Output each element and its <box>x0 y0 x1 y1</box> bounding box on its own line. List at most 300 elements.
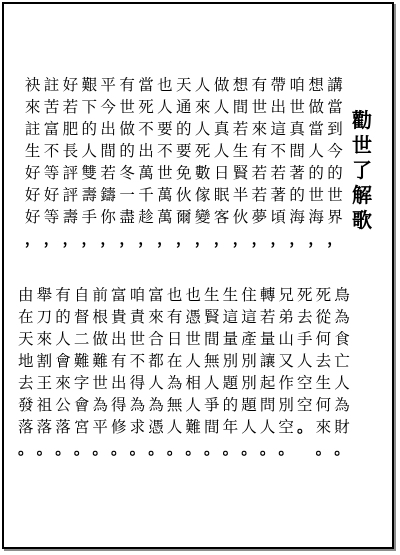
poem-char: 會 <box>73 396 90 414</box>
poem-column <box>212 74 232 250</box>
poem-char: 人 <box>185 396 201 414</box>
poem-char: 別 <box>241 374 257 392</box>
poem-char: 頃 <box>270 208 287 226</box>
poem-char: 住 <box>241 286 257 304</box>
poem-column <box>276 284 296 460</box>
poem-column <box>42 74 62 250</box>
poem-char: 有 <box>166 308 183 326</box>
poem-char: 伙 <box>232 208 249 226</box>
poem-char: 弟 <box>278 308 294 326</box>
poem-column <box>34 284 54 460</box>
poem-char: 量 <box>222 330 239 348</box>
poem-char: 割 <box>36 352 53 370</box>
poem-char: 帶 <box>270 76 287 94</box>
poem-char: 有 <box>119 76 135 94</box>
punctuation-mark: 。 <box>36 440 53 458</box>
poem-column <box>146 284 166 460</box>
poem-char: 爾 <box>176 208 192 226</box>
poem-char: 落 <box>55 418 71 436</box>
poem-char: 二 <box>73 330 90 348</box>
poem-char: 難 <box>73 352 90 370</box>
poem-char: 等 <box>43 164 60 182</box>
poem-char: 前 <box>92 286 108 304</box>
poem-char: 爭 <box>204 396 220 414</box>
poem-char: 的 <box>327 164 343 182</box>
poem-char: 世 <box>251 98 268 116</box>
poem-char: 壽 <box>81 186 98 204</box>
poem-column <box>287 74 307 250</box>
poem-char: 出 <box>138 142 154 160</box>
poem-char: 自 <box>73 286 90 304</box>
poem-column <box>332 284 352 460</box>
poem-char: 無 <box>204 352 220 370</box>
poem-column <box>16 284 36 460</box>
poem-char: 間 <box>204 418 220 436</box>
poem-char: 到 <box>327 120 343 138</box>
punctuation-mark: 。 <box>315 440 332 458</box>
poem-char: 的 <box>81 120 98 138</box>
poem-column <box>193 74 213 250</box>
poem-char: 講 <box>327 76 343 94</box>
poem-char: 生 <box>232 142 249 160</box>
punctuation-mark: 。 <box>18 440 34 458</box>
poem-char: 有 <box>251 142 268 160</box>
punctuation-mark: 。 <box>259 440 276 458</box>
poem-char: 的 <box>289 186 305 204</box>
poem-char: 生 <box>204 286 220 304</box>
poem-char: 今 <box>327 142 343 160</box>
poem-char: 著 <box>270 186 287 204</box>
punctuation-mark: ， <box>327 230 343 248</box>
poem-char: 人 <box>194 120 211 138</box>
poem-char: 起 <box>259 374 276 392</box>
poem-char: 的 <box>222 396 239 414</box>
poem-char: 去 <box>297 308 313 326</box>
poem-char: 公 <box>55 396 71 414</box>
poem-char: 得 <box>129 374 146 392</box>
poem-char: 好 <box>62 76 79 94</box>
poem-char: 憑 <box>148 418 164 436</box>
punctuation-mark: ， <box>194 230 211 248</box>
poem-char: 死 <box>315 286 332 304</box>
poem-char: 萬 <box>138 164 154 182</box>
punctuation-mark: 。 <box>111 440 127 458</box>
poem-char: 為 <box>166 374 183 392</box>
poem-char: 督 <box>73 308 90 326</box>
poem-char: 為 <box>129 396 146 414</box>
poem-column <box>165 284 185 460</box>
poem-char: 人 <box>166 418 183 436</box>
poem-char: 註 <box>24 120 41 138</box>
poem-char: 間 <box>100 142 116 160</box>
poem-char: 讓 <box>259 352 276 370</box>
poem-char: 好 <box>24 208 41 226</box>
poem-char: 真 <box>213 120 230 138</box>
poem-char: 合 <box>148 330 164 348</box>
poem-column <box>295 284 315 438</box>
poem-char: 世 <box>119 98 135 116</box>
poem-char: 問 <box>259 396 276 414</box>
poem-char: 客 <box>213 208 230 226</box>
poem-char: 今 <box>100 98 116 116</box>
poem-char: 貴 <box>111 308 127 326</box>
punctuation-mark: ， <box>289 230 305 248</box>
poem-char: 刀 <box>36 308 53 326</box>
poem-char: 咱 <box>289 76 305 94</box>
poem-char: 若 <box>259 308 276 326</box>
poem-char: 若 <box>270 164 287 182</box>
poem-char: 來 <box>36 330 53 348</box>
poem-char: 人 <box>194 76 211 94</box>
poem-char: 作 <box>278 374 294 392</box>
poem-char: 根 <box>92 308 108 326</box>
poem-char: 海 <box>308 208 324 226</box>
poem-char: 人 <box>157 98 173 116</box>
poem-char: 兄 <box>278 286 294 304</box>
poem-char: 這 <box>222 308 239 326</box>
poem-char: 要 <box>176 142 192 160</box>
poem-column <box>155 74 175 250</box>
poem-char: 轉 <box>259 286 276 304</box>
poem-char: 人 <box>204 374 220 392</box>
poem-char: 別 <box>241 352 257 370</box>
poem-char: 有 <box>55 286 71 304</box>
poem-char: 宮 <box>73 418 90 436</box>
poem-char: 由 <box>18 286 34 304</box>
poem-char: 做 <box>213 76 230 94</box>
poem-column <box>127 284 147 460</box>
poem-char: 做 <box>92 330 108 348</box>
poem-char: 鑄 <box>100 186 116 204</box>
poem-char: 人 <box>241 418 257 436</box>
punctuation-mark: 。 <box>55 440 71 458</box>
poem-char: 人 <box>213 142 230 160</box>
poem-char: 富 <box>111 286 127 304</box>
punctuation-mark: 。 <box>185 440 201 458</box>
poem-char: 別 <box>278 396 294 414</box>
poem-char: 人 <box>259 418 276 436</box>
poem-char: 空 <box>297 374 313 392</box>
poem-char: 世 <box>327 186 343 204</box>
poem-char: 來 <box>24 98 41 116</box>
punctuation-mark: ， <box>157 230 173 248</box>
poem-char: 有 <box>251 76 268 94</box>
poem-char: 求 <box>129 418 146 436</box>
poem-char: 日 <box>166 330 183 348</box>
poem-column <box>117 74 137 250</box>
poem-column <box>90 284 110 460</box>
punctuation-mark: 。 <box>129 440 146 458</box>
poem-char: 眠 <box>213 186 230 204</box>
poem-column <box>183 284 203 460</box>
poem-char: 好 <box>24 164 41 182</box>
poem-title <box>349 108 375 233</box>
poem-char: 艱 <box>81 76 98 94</box>
poem-char: 世 <box>185 330 201 348</box>
poem-char: 食 <box>334 330 350 348</box>
poem-char: 袂 <box>24 76 41 94</box>
poem-column <box>258 284 278 460</box>
poem-char: 免 <box>176 164 192 182</box>
poem-char: 山 <box>278 330 294 348</box>
poem-char: 間 <box>204 330 220 348</box>
poem-char: 世 <box>129 330 146 348</box>
poem-column <box>53 284 73 460</box>
poem-char: 出 <box>111 374 127 392</box>
poem-column <box>306 74 326 250</box>
poem-char: 日 <box>213 164 230 182</box>
poem-char: 盡 <box>119 208 135 226</box>
poem-char: 好 <box>43 186 60 204</box>
poem-column <box>79 74 99 250</box>
poem-char: 人 <box>308 142 324 160</box>
poem-char: 壽 <box>62 208 79 226</box>
poem-column <box>136 74 156 250</box>
poem-char: 當 <box>327 98 343 116</box>
poem-char: 題 <box>222 374 239 392</box>
poem-char: 在 <box>166 352 183 370</box>
poem-char: 千 <box>138 186 154 204</box>
poem-char: 萬 <box>157 208 173 226</box>
poem-char: 下 <box>81 98 98 116</box>
poem-char: 祖 <box>36 396 53 414</box>
poem-char: 一 <box>119 186 135 204</box>
poem-char: 要 <box>157 120 173 138</box>
poem-char: 從 <box>315 308 332 326</box>
punctuation-mark: 。 <box>204 440 220 458</box>
title-char: 解 <box>352 183 372 207</box>
punctuation-mark: 。 <box>73 440 90 458</box>
poem-char: 為 <box>334 308 350 326</box>
poem-char: 相 <box>185 374 201 392</box>
poem-char: 財 <box>334 418 350 436</box>
poem-char: 也 <box>185 286 201 304</box>
punctuation-mark: 。 <box>222 440 239 458</box>
poem-char: 量 <box>259 330 276 348</box>
poem-char: 夢 <box>251 208 268 226</box>
poem-column <box>23 74 43 250</box>
poem-char: 無 <box>166 396 183 414</box>
poem-char: 鳥 <box>334 286 350 304</box>
poem-char: 苦 <box>43 98 60 116</box>
punctuation-mark: 。 <box>92 440 108 458</box>
poem-char: 註 <box>43 76 60 94</box>
poem-char: 王 <box>36 374 53 392</box>
poem-char: 不 <box>157 142 173 160</box>
poem-char: 你 <box>100 208 116 226</box>
poem-char: 好 <box>24 186 41 204</box>
poem-char: 來 <box>55 374 71 392</box>
poem-char: 都 <box>148 352 164 370</box>
poem-char: 空 <box>297 396 313 414</box>
poem-char: 界 <box>327 208 343 226</box>
poem-char: 數 <box>194 164 211 182</box>
poem-char: 責 <box>129 308 146 326</box>
poem-char: 世 <box>92 374 108 392</box>
punctuation-mark: ， <box>100 230 116 248</box>
poem-char: 不 <box>270 142 287 160</box>
poem-char: 不 <box>138 120 154 138</box>
poem-char: 間 <box>289 142 305 160</box>
poem-char: 人 <box>185 352 201 370</box>
punctuation-mark: ， <box>270 230 287 248</box>
poem-char: 賢 <box>232 164 249 182</box>
punctuation-mark: 。 <box>148 440 164 458</box>
punctuation-mark: 。 <box>334 440 350 458</box>
poem-char: 發 <box>18 396 34 414</box>
poem-char: 死 <box>194 142 211 160</box>
poem-char: 字 <box>73 374 90 392</box>
poem-char: 生 <box>222 286 239 304</box>
poem-char: 人 <box>334 374 350 392</box>
poem-column <box>109 284 129 460</box>
poem-char: 題 <box>241 396 257 414</box>
poem-char: 難 <box>185 418 201 436</box>
poem-char: 修 <box>111 418 127 436</box>
poem-char: 傢 <box>194 186 211 204</box>
poem-column <box>231 74 251 250</box>
poem-char: 的 <box>55 308 71 326</box>
poem-column <box>268 74 288 250</box>
poem-char: 平 <box>92 418 108 436</box>
punctuation-mark: ， <box>138 230 154 248</box>
poem-char: 賢 <box>204 308 220 326</box>
poem-char: 的 <box>308 164 324 182</box>
poem-char: 若 <box>62 98 79 116</box>
poem-char: 間 <box>232 98 249 116</box>
title-char: 歌 <box>352 208 372 232</box>
poem-char: 來 <box>315 418 332 436</box>
poem-char: 天 <box>18 330 34 348</box>
poem-char: 當 <box>308 120 324 138</box>
poem-char: 人 <box>148 374 164 392</box>
punctuation-mark: 。 <box>166 440 183 458</box>
poem-char: 也 <box>157 76 173 94</box>
poem-char: 手 <box>297 330 313 348</box>
punctuation-mark: 。 <box>297 418 313 436</box>
poem-char: 死 <box>138 98 154 116</box>
poem-char: 人 <box>81 142 98 160</box>
title-char: 勸 <box>352 108 372 132</box>
poem-char: 人 <box>213 98 230 116</box>
poem-char: 想 <box>308 76 324 94</box>
poem-char: 地 <box>18 352 34 370</box>
poem-column <box>325 74 345 250</box>
poem-char: 世 <box>308 186 324 204</box>
poem-char: 得 <box>111 396 127 414</box>
poem-char: 去 <box>315 352 332 370</box>
poem-column <box>202 284 222 460</box>
punctuation-mark: ， <box>62 230 79 248</box>
title-char: 了 <box>352 158 372 182</box>
punctuation-mark: 。 <box>241 440 257 458</box>
poem-char: 亡 <box>334 352 350 370</box>
poem-char: 富 <box>43 120 60 138</box>
punctuation-mark: ， <box>81 230 98 248</box>
punctuation-mark: ， <box>308 230 324 248</box>
poem-char: 若 <box>100 164 116 182</box>
poem-char: 別 <box>222 352 239 370</box>
poem-char: 不 <box>43 142 60 160</box>
punctuation-mark: ， <box>232 230 249 248</box>
poem-char: 世 <box>157 164 173 182</box>
poem-char: 會 <box>55 352 71 370</box>
poem-char: 評 <box>62 186 79 204</box>
poem-char: 天 <box>176 76 192 94</box>
poem-char: 出 <box>100 120 116 138</box>
poem-char: 的 <box>119 142 135 160</box>
poem-char: 著 <box>289 164 305 182</box>
poem-char: 難 <box>92 352 108 370</box>
poem-char: 生 <box>24 142 41 160</box>
poem-char: 不 <box>129 352 146 370</box>
poem-char: 出 <box>111 330 127 348</box>
poem-char: 平 <box>100 76 116 94</box>
poem-char: 評 <box>62 164 79 182</box>
poem-char: 當 <box>138 76 154 94</box>
poem-char: 咱 <box>129 286 146 304</box>
poem-char: 人 <box>55 330 71 348</box>
poem-char: 手 <box>81 208 98 226</box>
poem-char: 做 <box>308 98 324 116</box>
poem-char: 若 <box>251 164 268 182</box>
title-char: 世 <box>352 133 372 157</box>
poem-char: 來 <box>148 308 164 326</box>
poem-char: 有 <box>111 352 127 370</box>
poem-char: 半 <box>232 186 249 204</box>
poem-char: 做 <box>119 120 135 138</box>
poem-char: 何 <box>315 330 332 348</box>
poem-char: 真 <box>289 120 305 138</box>
poem-column <box>313 284 333 460</box>
poem-char: 的 <box>176 120 192 138</box>
poem-char: 世 <box>289 98 305 116</box>
punctuation-mark: 。 <box>278 440 294 458</box>
punctuation-mark: ， <box>119 230 135 248</box>
poem-char: 空 <box>278 418 294 436</box>
poem-char: 肥 <box>62 120 79 138</box>
punctuation-mark: ， <box>176 230 192 248</box>
poem-char: 這 <box>270 120 287 138</box>
poem-char: 這 <box>241 308 257 326</box>
poem-char: 富 <box>148 286 164 304</box>
poem-char: 也 <box>166 286 183 304</box>
poem-char: 落 <box>36 418 53 436</box>
poem-char: 趁 <box>138 208 154 226</box>
poem-char: 何 <box>315 396 332 414</box>
poem-char: 生 <box>315 374 332 392</box>
poem-char: 年 <box>222 418 239 436</box>
poem-char: 雙 <box>81 164 98 182</box>
poem-column <box>249 74 269 250</box>
poem-column <box>72 284 92 460</box>
poem-char: 落 <box>18 418 34 436</box>
punctuation-mark: ， <box>43 230 60 248</box>
poem-char: 萬 <box>157 186 173 204</box>
poem-char: 變 <box>194 208 211 226</box>
poem-char: 死 <box>297 286 313 304</box>
poem-column <box>239 284 259 460</box>
poem-char: 伙 <box>176 186 192 204</box>
poem-char: 產 <box>241 330 257 348</box>
poem-char: 出 <box>270 98 287 116</box>
poem-char: 為 <box>92 396 108 414</box>
punctuation-mark: ， <box>251 230 268 248</box>
poem-char: 在 <box>18 308 34 326</box>
poem-char: 冬 <box>119 164 135 182</box>
poem-char: 為 <box>148 396 164 414</box>
poem-char: 想 <box>232 76 249 94</box>
